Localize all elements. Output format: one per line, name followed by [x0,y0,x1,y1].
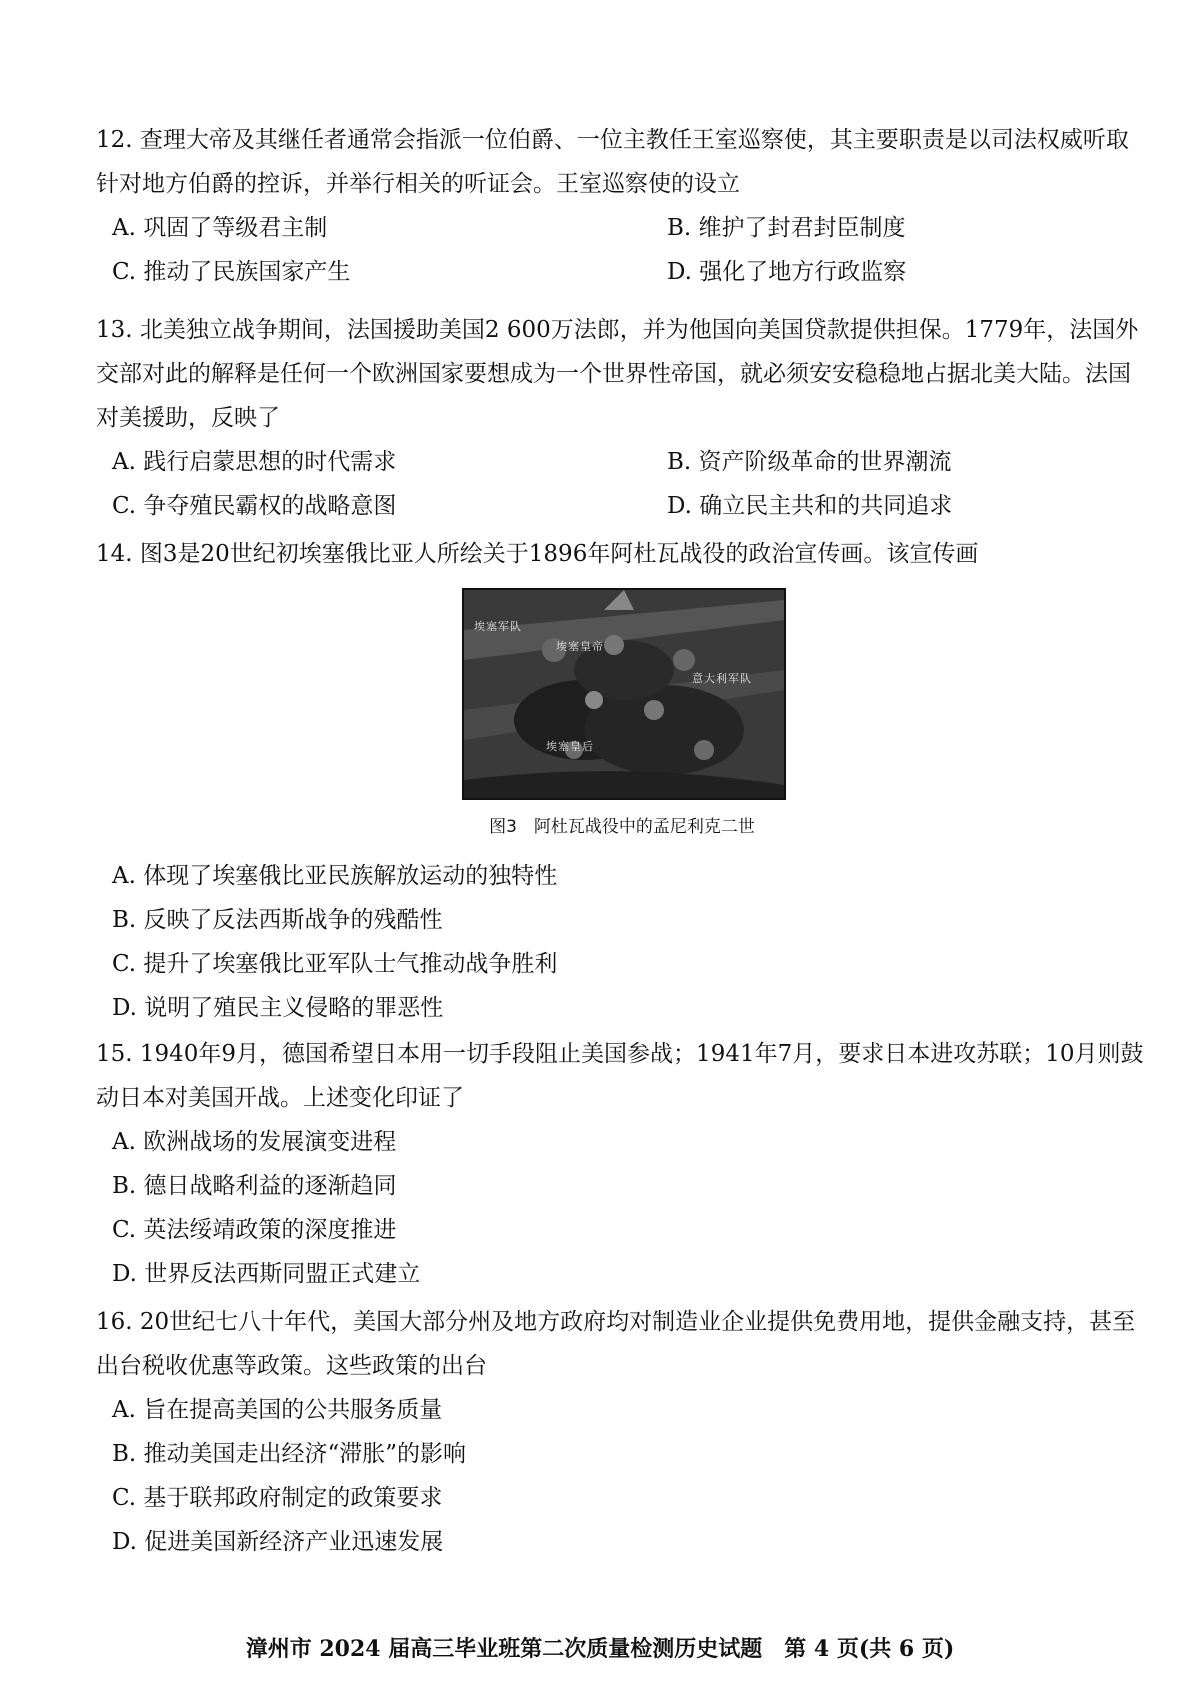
option-d: D. 促进美国新经济产业迅速发展 [112,1529,444,1555]
option-c: C. 提升了埃塞俄比亚军队士气推动战争胜利 [112,951,558,977]
question-stem: 15. 1940年9月，德国希望日本用一切手段阻止美国参战；1941年7月，要求日本进攻苏联；10月则鼓动日本对美国开战。上述变化印证了 [96,1041,1144,1111]
figure-label: 埃塞皇帝 [556,640,604,653]
options-grid [96,206,1146,294]
option-d: D. 确立民主共和的共同追求 [667,493,953,519]
options-grid [96,440,1146,528]
option-a: A. 巩固了等级君主制 [112,215,328,241]
option-b: B. 推动美国走出经济“滞胀”的影响 [112,1441,467,1467]
question-14 [96,532,1146,576]
option-b: B. 德日战略利益的逐渐趋同 [112,1173,397,1199]
option-a: A. 体现了埃塞俄比亚民族解放运动的独特性 [112,863,558,889]
question-14-options [96,854,1146,1030]
option-d: D. 说明了殖民主义侵略的罪恶性 [112,995,444,1021]
figure-3-painting [462,588,786,800]
option-c: C. 推动了民族国家产生 [112,259,351,285]
option-a: A. 践行启蒙思想的时代需求 [112,449,397,475]
question-16 [96,1300,1146,1564]
question-stem: 12. 查理大帝及其继任者通常会指派一位伯爵、一位主教任王室巡察使，其主要职责是以司法权威听取针对地方伯爵的控诉，并举行相关的听证会。王室巡察使的设立 [96,127,1129,197]
question-13 [96,308,1146,528]
option-d: D. 强化了地方行政监察 [667,259,907,285]
option-b: B. 资产阶级革命的世界潮流 [667,449,952,475]
figure-label: 意大利军队 [692,672,752,685]
figure-label: 埃塞军队 [474,620,522,633]
question-stem: 13. 北美独立战争期间，法国援助美国2 600万法郎，并为他国向美国贷款提供担保。1779年，法国外交部对此的解释是任何一个欧洲国家要想成为一个世界性帝国，就必须安安稳稳地占据北美大陆。法国对美援助，反映了 [96,317,1139,431]
option-a: A. 旨在提高美国的公共服务质量 [112,1397,443,1423]
option-c: C. 英法绥靖政策的深度推进 [112,1217,397,1243]
figure-label: 埃塞皇后 [546,740,594,753]
option-b: B. 维护了封君封臣制度 [667,215,906,241]
page-footer: 漳州市 2024 届高三毕业班第二次质量检测历史试题 第 4 页(共 6 页) [245,1636,955,1662]
question-12 [96,118,1146,294]
option-b: B. 反映了反法西斯战争的残酷性 [112,907,443,933]
option-d: D. 世界反法西斯同盟正式建立 [112,1261,421,1287]
question-15 [96,1032,1146,1296]
figure-caption: 图3 阿杜瓦战役中的孟尼利克二世 [489,817,755,837]
option-c: C. 争夺殖民霸权的战略意图 [112,493,397,519]
question-stem: 16. 20世纪七八十年代，美国大部分州及地方政府均对制造业企业提供免费用地，提供金融支持，甚至出台税收优惠等政策。这些政策的出台 [96,1309,1136,1379]
option-a: A. 欧洲战场的发展演变进程 [112,1129,397,1155]
option-c: C. 基于联邦政府制定的政策要求 [112,1485,443,1511]
question-stem: 14. 图3是20世纪初埃塞俄比亚人所绘关于1896年阿杜瓦战役的政治宣传画。该宣传画 [96,541,979,567]
